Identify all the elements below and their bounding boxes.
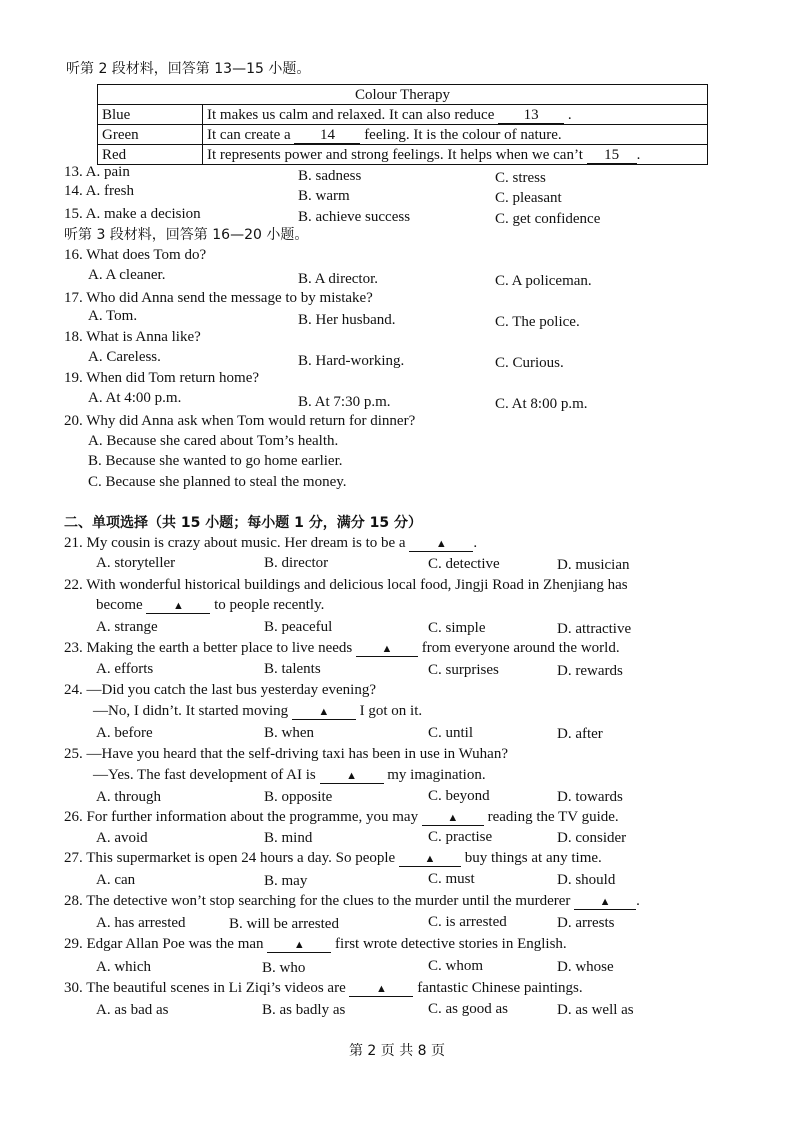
q16-option-b: B. A director. — [298, 271, 378, 287]
table-cell-colour: Red — [98, 145, 203, 165]
answer-blank: 14 — [294, 128, 360, 144]
q17-stem: 17. Who did Anna send the message to by mistake? — [64, 290, 373, 306]
q26-option-b: B. mind — [264, 830, 313, 846]
stem-text: 27. This supermarket is open 24 hours a day. So people — [64, 850, 396, 866]
table-cell-colour: Blue — [98, 105, 203, 125]
stem-text: 21. My cousin is crazy about music. Her dream is to be a — [64, 535, 406, 551]
answer-blank: 13 — [498, 108, 564, 124]
blank-triangle-mark: ▲ — [318, 706, 330, 718]
q23-option-d: D. rewards — [557, 663, 623, 679]
q21-option-c: C. detective — [428, 556, 500, 572]
stem-text: 30. The beautiful scenes in Li Ziqi’s videos are — [64, 980, 346, 996]
q30-stem — [64, 979, 583, 997]
q21-option-a: A. storyteller — [96, 555, 176, 571]
row-text-end: . — [636, 146, 641, 163]
table-row — [98, 125, 708, 145]
q29-option-b: B. who — [262, 960, 306, 976]
answer-blank: 15 — [587, 148, 637, 164]
q21-option-b: B. director — [264, 555, 329, 571]
q13-option-b: B. sadness — [298, 168, 362, 184]
row-text: It represents power and strong feelings. It helps when we can’t — [207, 146, 583, 163]
stem-text: —Yes. The fast development of AI is — [93, 767, 316, 783]
q22-option-a: A. strange — [96, 619, 158, 635]
section-heading-2: 听第 2 段材料，回答第 13—15 小题。 — [66, 61, 311, 77]
q23-option-b: B. talents — [264, 661, 321, 677]
answer-blank — [267, 937, 331, 953]
q20-option-b: B. Because she wanted to go home earlier. — [88, 453, 343, 469]
q18-stem: 18. What is Anna like? — [64, 329, 201, 345]
row-text-end: feeling. It is the colour of nature. — [364, 126, 562, 143]
q18-option-c: C. Curious. — [495, 355, 564, 371]
stem-text: 23. Making the earth a better place to live needs — [64, 640, 353, 656]
q28-option-b: B. will be arrested — [229, 916, 339, 932]
q29-option-d: D. whose — [557, 959, 614, 975]
q27-option-d: D. should — [557, 872, 616, 888]
q24-option-c: C. until — [428, 725, 474, 741]
stem-text: to people recently. — [214, 597, 325, 613]
answer-blank — [409, 536, 473, 552]
answer-blank — [292, 704, 356, 720]
answer-blank — [399, 851, 461, 867]
answer-blank — [422, 810, 484, 826]
blank-triangle-mark: ▲ — [435, 538, 447, 550]
q25-option-d: D. towards — [557, 789, 623, 805]
q20-option-a: A. Because she cared about Tom’s health. — [88, 433, 339, 449]
q16-option-a: A. A cleaner. — [88, 267, 166, 283]
row-text-end: . — [567, 106, 572, 123]
q24-option-d: D. after — [557, 726, 603, 742]
q23-option-c: C. surprises — [428, 662, 499, 678]
blank-triangle-mark: ▲ — [381, 643, 393, 655]
q15-option-a: 15. A. make a decision — [64, 206, 201, 222]
blank-triangle-mark: ▲ — [172, 600, 184, 612]
q25-option-b: B. opposite — [264, 789, 333, 805]
q25-stem-line1: 25. —Have you heard that the self-driving taxi has been in use in Wuhan? — [64, 746, 508, 762]
stem-text: 26. For further information about the programme, you may — [64, 809, 419, 825]
q14-option-a: 14. A. fresh — [64, 183, 134, 199]
q14-option-b: B. warm — [298, 188, 350, 204]
q24-stem-line1: 24. —Did you catch the last bus yesterday evening? — [64, 682, 376, 698]
stem-text: first wrote detective stories in English. — [335, 936, 567, 952]
q17-option-c: C. The police. — [495, 314, 580, 330]
stem-text: . — [473, 535, 478, 551]
answer-blank — [574, 894, 636, 910]
q13-option-a: 13. A. pain — [64, 164, 130, 180]
colour-therapy-table — [97, 84, 708, 165]
q17-option-b: B. Her husband. — [298, 312, 396, 328]
q27-option-a: A. can — [96, 872, 136, 888]
table-cell-description — [203, 125, 708, 145]
blank-triangle-mark: ▲ — [424, 853, 436, 865]
q29-option-a: A. which — [96, 959, 151, 975]
blank-triangle-mark: ▲ — [293, 939, 305, 951]
q28-option-d: D. arrests — [557, 915, 615, 931]
q20-option-c: C. Because she planned to steal the money. — [88, 474, 347, 490]
stem-text: 28. The detective won’t stop searching for the clues to the murder until the murderer — [64, 893, 571, 909]
answer-blank — [356, 641, 418, 657]
q14-option-c: C. pleasant — [495, 190, 562, 206]
q30-option-c: C. as good as — [428, 1001, 508, 1017]
q19-option-b: B. At 7:30 p.m. — [298, 394, 391, 410]
table-row — [98, 105, 708, 125]
q22-stem-line1: 22. With wonderful historical buildings and delicious local food, Jingji Road in Zhenjiang has — [64, 577, 628, 593]
q13-option-c: C. stress — [495, 170, 546, 186]
blank-triangle-mark: ▲ — [376, 983, 387, 995]
q30-option-b: B. as badly as — [262, 1002, 346, 1018]
blank-triangle-mark: ▲ — [447, 812, 459, 824]
q19-stem: 19. When did Tom return home? — [64, 370, 260, 386]
stem-text: reading the TV guide. — [487, 809, 619, 825]
page-footer: 第 2 页 共 8 页 — [348, 1043, 446, 1059]
q26-option-a: A. avoid — [96, 830, 148, 846]
table-cell-description — [203, 145, 708, 165]
q19-option-c: C. At 8:00 p.m. — [495, 396, 588, 412]
q30-option-d: D. as well as — [557, 1002, 634, 1018]
answer-blank — [146, 598, 210, 614]
q22-option-c: C. simple — [428, 620, 486, 636]
stem-text: from everyone around the world. — [421, 640, 620, 656]
stem-text: buy things at any time. — [464, 850, 602, 866]
q26-option-d: D. consider — [557, 830, 627, 846]
stem-text: become — [96, 597, 143, 613]
q21-option-d: D. musician — [557, 557, 630, 573]
q18-option-b: B. Hard-working. — [298, 353, 405, 369]
stem-text: I got on it. — [359, 703, 423, 719]
stem-text: —No, I didn’t. It started moving — [93, 703, 289, 719]
blank-triangle-mark: ▲ — [599, 896, 611, 908]
table-title: Colour Therapy — [98, 85, 708, 105]
q24-option-b: B. when — [264, 725, 314, 741]
q26-stem — [64, 808, 619, 826]
q16-stem: 16. What does Tom do? — [64, 247, 207, 263]
q30-option-a: A. as bad as — [96, 1002, 169, 1018]
q25-option-a: A. through — [96, 789, 161, 805]
stem-text: fantastic Chinese paintings. — [417, 980, 583, 996]
q28-stem — [64, 892, 640, 910]
q15-option-c: C. get confidence — [495, 211, 601, 227]
q27-option-b: B. may — [264, 873, 308, 889]
q23-option-a: A. efforts — [96, 661, 154, 677]
table-row — [98, 145, 708, 165]
q17-option-a: A. Tom. — [88, 308, 138, 324]
part2-heading: 二、单项选择（共 15 小题；每小题 1 分，满分 15 分） — [64, 515, 422, 531]
table-header-row — [98, 85, 708, 105]
section-heading-3: 听第 3 段材料，回答第 16—20 小题。 — [64, 227, 309, 243]
q22-option-d: D. attractive — [557, 621, 632, 637]
q27-option-c: C. must — [428, 871, 475, 887]
q28-option-a: A. has arrested — [96, 915, 186, 931]
q25-stem-line2 — [93, 766, 486, 784]
answer-blank — [349, 981, 413, 997]
table-cell-colour: Green — [98, 125, 203, 145]
q19-option-a: A. At 4:00 p.m. — [88, 390, 182, 406]
q27-stem — [64, 849, 602, 867]
q21-stem — [64, 534, 477, 552]
q18-option-a: A. Careless. — [88, 349, 161, 365]
stem-text: 29. Edgar Allan Poe was the man — [64, 936, 264, 952]
q20-stem: 20. Why did Anna ask when Tom would return for dinner? — [64, 413, 416, 429]
q24-stem-line2 — [93, 702, 422, 720]
q24-option-a: A. before — [96, 725, 153, 741]
q29-stem — [64, 935, 567, 953]
q23-stem — [64, 639, 620, 657]
answer-blank — [320, 768, 384, 784]
row-text: It can create a — [207, 126, 291, 143]
blank-triangle-mark: ▲ — [346, 770, 357, 782]
stem-text: my imagination. — [387, 767, 486, 783]
q16-option-c: C. A policeman. — [495, 273, 592, 289]
stem-text: . — [636, 893, 640, 909]
q28-option-c: C. is arrested — [428, 914, 507, 930]
q22-stem-line2 — [96, 596, 324, 614]
q26-option-c: C. practise — [428, 829, 493, 845]
row-text: It makes us calm and relaxed. It can also reduce — [207, 106, 495, 123]
q29-option-c: C. whom — [428, 958, 484, 974]
q15-option-b: B. achieve success — [298, 209, 411, 225]
q25-option-c: C. beyond — [428, 788, 490, 804]
table-cell-description — [203, 105, 708, 125]
q22-option-b: B. peaceful — [264, 619, 333, 635]
